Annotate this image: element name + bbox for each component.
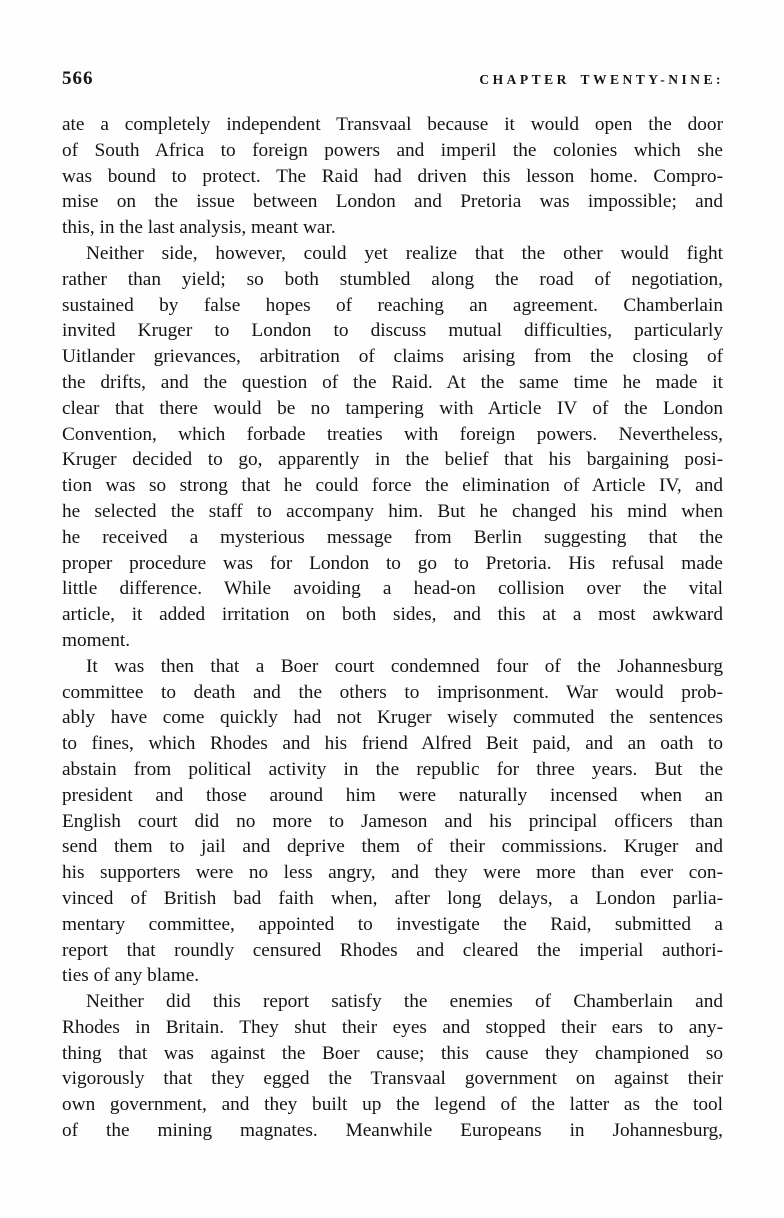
text-line: vinced of British bad faith when, after long delays, a London parlia- [62,887,723,909]
text-line: thing that was against the Boer cause; this cause they championed so [62,1042,723,1064]
text-line: Kruger decided to go, apparently in the belief that his bargaining posi- [62,449,723,471]
text-line: vigorously that they egged the Transvaal government on against their [62,1068,723,1090]
text-line: ate a completely independent Transvaal because it would open the door [62,114,723,135]
text-line: It was then that a Boer court condemned four of the Johannesburg [86,655,723,677]
text-line: sustained by false hopes of reaching an agreement. Chamberlain [62,294,723,316]
text-line: he selected the staff to accompany him. But he changed his mind when [62,500,723,522]
text-line: of South Africa to foreign powers and imperil the colonies which she [62,139,723,161]
text-line: abstain from political activity in the republic for three years. But the [62,758,723,780]
text-line: clear that there would be no tampering with Article IV of the London [62,397,723,419]
text-line: Neither side, however, could yet realize that the other would fight [86,242,723,264]
text-line: Uitlander grievances, arbitration of claims arising from the closing of [62,346,723,368]
text-line: little difference. While avoiding a head-on collision over the vital [62,578,723,600]
chapter-heading: CHAPTER TWENTY-NINE: [479,72,724,87]
text-line: the drifts, and the question of the Raid. At the same time he made it [62,371,723,393]
paragraph [62,989,723,1144]
paragraph [62,112,723,241]
text-line: English court did no more to Jameson and his principal officers than [62,810,723,832]
page-number: 566 [62,68,94,89]
text-line: he received a mysterious message from Berlin suggesting that the [62,526,723,548]
text-line: own government, and they built up the legend of the latter as the tool [62,1094,723,1116]
text-line: was bound to protect. The Raid had driven this lesson home. Compro- [62,165,723,187]
text-line: article, it added irritation on both sides, and this at a most awkward [62,604,723,626]
text-line: report that roundly censured Rhodes and cleared the imperial authori- [62,939,723,961]
text-line: moment. [62,629,131,651]
text-line: this, in the last analysis, meant war. [62,217,336,239]
text-line: to fines, which Rhodes and his friend Alfred Beit paid, and an oath to [62,733,723,755]
text-line: of the mining magnates. Meanwhile Europeans in Johannesburg, [62,1120,723,1142]
text-line: ties of any blame. [62,965,200,987]
text-line: ably have come quickly had not Kruger wisely commuted the sentences [62,707,723,729]
paragraph [62,654,723,989]
text-line: his supporters were no less angry, and they were more than ever con- [62,862,723,884]
paragraph [62,241,723,654]
page-header [62,68,724,90]
page-body [62,112,723,1144]
text-line: Neither did this report satisfy the enemies of Chamberlain and [86,991,723,1013]
text-line: invited Kruger to London to discuss mutual difficulties, particularly [62,320,723,342]
text-line: proper procedure was for London to go to Pretoria. His refusal made [62,552,723,574]
text-line: mise on the issue between London and Pretoria was impossible; and [62,191,723,213]
text-line: Convention, which forbade treaties with foreign powers. Nevertheless, [62,423,723,445]
text-line: president and those around him were naturally incensed when an [62,784,723,806]
text-line: Rhodes in Britain. They shut their eyes and stopped their ears to any- [62,1016,723,1038]
text-line: mentary committee, appointed to investigate the Raid, submitted a [62,913,723,935]
text-line: tion was so strong that he could force the elimination of Article IV, and [62,475,723,497]
text-line: send them to jail and deprive them of their commissions. Kruger and [62,836,723,858]
text-line: committee to death and the others to imprisonment. War would prob- [62,681,723,703]
text-line: rather than yield; so both stumbled along the road of negotiation, [62,268,723,290]
